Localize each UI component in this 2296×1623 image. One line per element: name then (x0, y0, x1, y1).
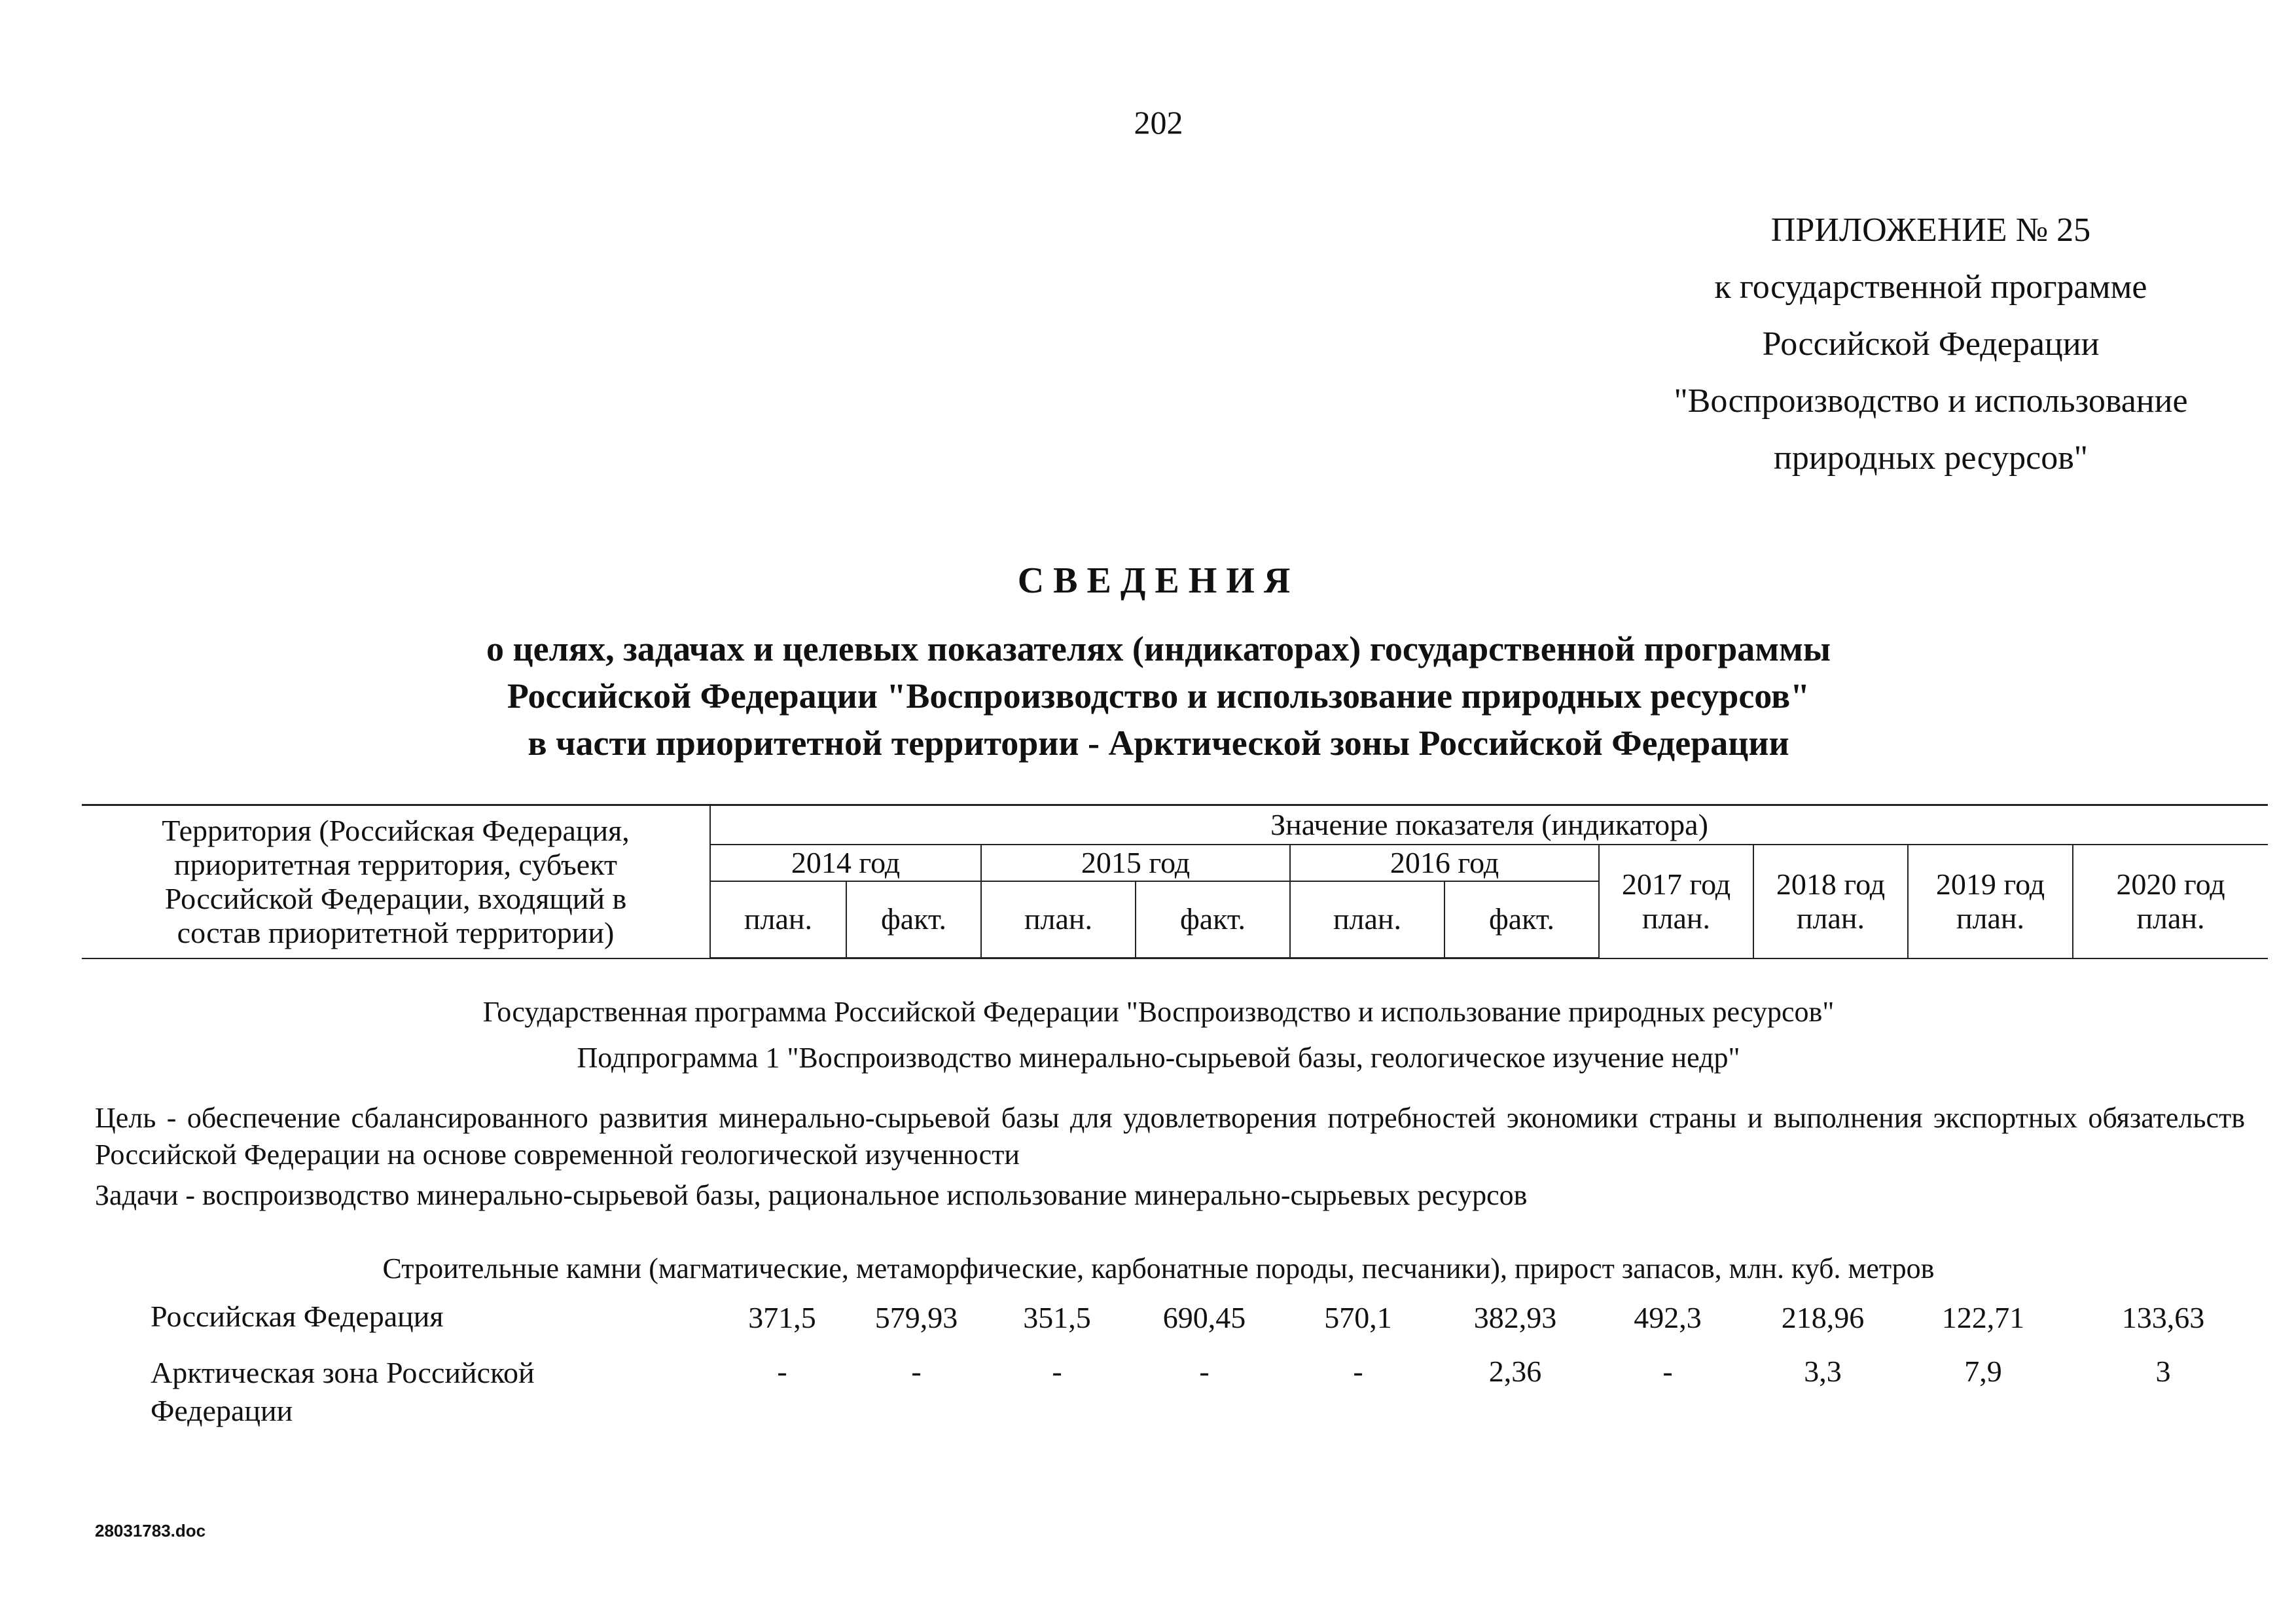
value-cell: 122,71 (1941, 1301, 2025, 1334)
page-number: 202 (1134, 104, 1183, 141)
year-label: 2018 год (1776, 867, 1886, 901)
row-label-line: Российская Федерация (151, 1300, 444, 1333)
year-header-2017 (1599, 845, 1753, 958)
value-cell: - (1353, 1355, 1363, 1388)
appendix-line: "Воспроизводство и использование (1674, 382, 2188, 420)
appendix-line: ПРИЛОЖЕНИЕ № 25 (1770, 211, 2091, 249)
value-cell: 133,63 (2121, 1301, 2205, 1334)
doc-filename: 28031783.doc (95, 1521, 206, 1541)
territory-header-line: Российской Федерации, входящий в (164, 881, 627, 915)
plan-label: план. (1796, 901, 1865, 935)
year-header-2015: 2015 год (981, 845, 1290, 881)
value-cell: - (1199, 1355, 1210, 1388)
program-title: Государственная программа Российской Федерации "Воспроизводство и использование природных ресурсов" (482, 996, 1835, 1028)
value-cell: 3,3 (1804, 1355, 1842, 1388)
value-cell: 2,36 (1488, 1355, 1542, 1388)
plan-label: план. (710, 881, 846, 958)
territory-header (82, 805, 710, 958)
indicator-title: Строительные камни (магматические, метаморфические, карбонатные породы, песчаники), прирост запасов, млн. куб. метров (382, 1252, 1935, 1285)
row-label (151, 1298, 444, 1336)
year-header-2018 (1753, 845, 1908, 958)
indicator-table-header (82, 804, 2268, 959)
year-header-2019 (1908, 845, 2073, 958)
fact-label: факт. (846, 881, 981, 958)
tasks-text: Задачи - воспроизводство минерально-сырьевой базы, рациональное использование минерально-сырьевых ресурсов (95, 1179, 1528, 1211)
plan-label: план. (981, 881, 1136, 958)
fact-label: факт. (1136, 881, 1290, 958)
appendix-line: природных ресурсов" (1773, 439, 2088, 477)
appendix-heading (1571, 202, 2291, 486)
territory-header-line: Территория (Российская Федерация, (162, 813, 630, 847)
value-cell: 3 (2155, 1355, 2171, 1388)
value-cell: - (777, 1355, 787, 1388)
value-cell: 351,5 (1023, 1301, 1091, 1334)
plan-label: план. (1956, 901, 2025, 935)
value-cell: 579,93 (874, 1301, 958, 1334)
value-cell: 570,1 (1324, 1301, 1392, 1334)
plan-label: план. (1641, 901, 1711, 935)
value-cell: - (911, 1355, 922, 1388)
document-subtitle (0, 625, 2296, 767)
fact-label: факт. (1444, 881, 1599, 958)
subtitle-line: в части приоритетной территории - Арктической зоны Российской Федерации (528, 723, 1789, 763)
document-title: СВЕДЕНИЯ (1017, 560, 1300, 601)
plan-label: план. (1290, 881, 1444, 958)
value-cell: 371,5 (748, 1301, 816, 1334)
year-label: 2020 год (2116, 867, 2225, 901)
value-cell: - (1662, 1355, 1673, 1388)
appendix-line: к государственной программе (1714, 268, 2147, 306)
value-cell: 218,96 (1781, 1301, 1865, 1334)
year-header-2014: 2014 год (710, 845, 981, 881)
territory-header-line: приоритетная территория, субъект (173, 847, 618, 881)
value-cell: - (1052, 1355, 1062, 1388)
subprogram-title: Подпрограмма 1 "Воспроизводство минерально-сырьевой базы, геологическое изучение недр" (577, 1042, 1740, 1074)
plan-label: план. (2136, 901, 2205, 935)
value-cell: 382,93 (1473, 1301, 1557, 1334)
row-label-line: Федерации (151, 1394, 293, 1427)
year-header-2020 (2073, 845, 2268, 958)
year-label: 2019 год (1935, 867, 2045, 901)
value-cell: 492,3 (1634, 1301, 1702, 1334)
year-label: 2017 год (1621, 867, 1731, 901)
value-cell: 690,45 (1162, 1301, 1246, 1334)
year-header-2016: 2016 год (1290, 845, 1599, 881)
subtitle-line: Российской Федерации "Воспроизводство и использование природных ресурсов" (507, 676, 1810, 716)
appendix-line: Российской Федерации (1762, 325, 2100, 363)
value-header: Значение показателя (индикатора) (710, 805, 2268, 845)
value-cell: 7,9 (1964, 1355, 2002, 1388)
goal-text: Цель - обеспечение сбалансированного развития минерально-сырьевой базы для удовлетворения потребностей экономики страны и выполнения экспортных обязательств Российской Федерации на основе современной геологической изученности (95, 1102, 2245, 1171)
territory-header-line: состав приоритетной территории) (177, 915, 615, 949)
subtitle-line: о целях, задачах и целевых показателях (индикаторах) государственной программы (486, 629, 1831, 668)
row-label (151, 1354, 535, 1430)
row-label-line: Арктическая зона Российской (151, 1356, 535, 1389)
